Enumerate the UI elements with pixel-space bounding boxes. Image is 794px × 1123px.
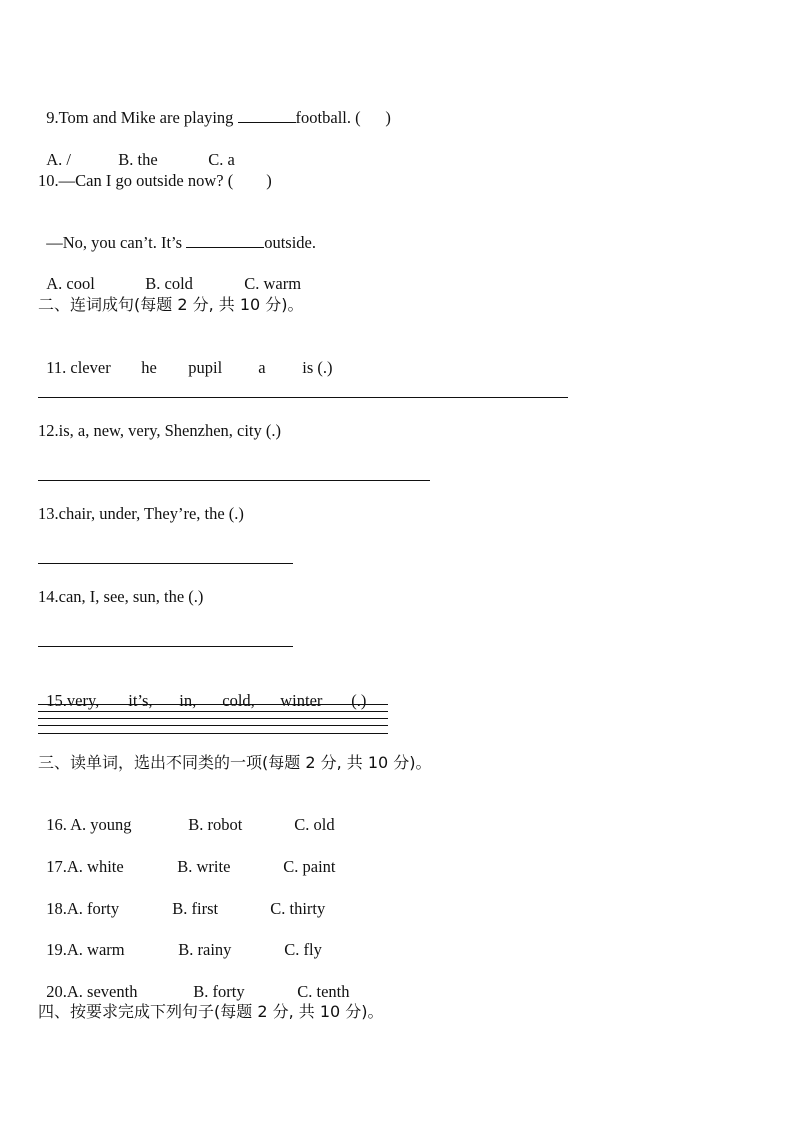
option-c[interactable]: C. thirty [270,899,326,918]
option-a[interactable]: A. / [46,150,71,169]
question-9 [38,88,391,128]
question-13: 13.chair, under, They’re, the (.) [38,504,244,523]
option-c[interactable]: C. a [208,150,235,169]
answer-line[interactable] [38,733,388,734]
option-b[interactable]: B. write [177,857,231,876]
option-b[interactable]: B. robot [188,815,243,834]
question-17 [38,837,336,877]
question-number-and-word: 15.very, [46,691,100,710]
answer-line[interactable] [38,563,293,564]
option-c[interactable]: C. warm [244,274,302,293]
question-number-and-option-a[interactable]: 16. A. young [46,815,132,834]
question-20 [38,962,350,1002]
word: (.) [351,691,367,710]
question-9-text-after: football. ( ) [295,108,391,127]
answer-line[interactable] [38,704,388,705]
question-number-and-option-a[interactable]: 19.A. warm [46,940,125,959]
answer-blank[interactable] [186,233,264,248]
section-4-heading: 四、按要求完成下列句子(每题 2 分, 共 10 分)。 [38,1002,384,1021]
question-11 [38,338,333,378]
answer-line[interactable] [38,480,430,481]
option-b[interactable]: B. the [118,150,158,169]
option-c[interactable]: C. paint [283,857,336,876]
option-b[interactable]: B. first [172,899,219,918]
question-number-and-option-a[interactable]: 17.A. white [46,857,124,876]
question-16 [38,795,335,835]
question-9-options [38,130,235,170]
question-number-and-option-a[interactable]: 18.A. forty [46,899,120,918]
question-10-text-after: outside. [264,233,316,252]
answer-line[interactable] [38,646,293,647]
word: it’s, [128,691,153,710]
section-2-heading: 二、连词成句(每题 2 分, 共 10 分)。 [38,295,304,314]
option-b[interactable]: B. cold [145,274,193,293]
question-15 [38,671,366,711]
option-c[interactable]: C. tenth [297,982,350,1001]
question-12: 12.is, a, new, very, Shenzhen, city (.) [38,421,281,440]
option-c[interactable]: C. old [294,815,335,834]
answer-line[interactable] [38,397,568,398]
question-number-and-option-a[interactable]: 20.A. seventh [46,982,138,1001]
question-10-line1: 10.—Can I go outside now? ( ) [38,171,272,190]
question-10-text: —No, you can’t. It’s [46,233,187,252]
word: is (.) [302,358,333,377]
word: cold, [222,691,255,710]
question-number-and-word: 11. clever [46,358,111,377]
question-10-options [38,254,301,294]
question-14: 14.can, I, see, sun, the (.) [38,587,204,606]
answer-line[interactable] [38,718,388,719]
word: winter [280,691,323,710]
section-3-heading: 三、读单词，选出不同类的一项(每题 2 分, 共 10 分)。 [38,753,432,772]
answer-blank[interactable] [238,108,296,123]
word: a [258,358,266,377]
question-18 [38,879,325,919]
question-9-text: 9.Tom and Mike are playing [46,108,238,127]
word: in, [179,691,197,710]
question-10-line2 [38,213,316,253]
word: he [141,358,157,377]
option-c[interactable]: C. fly [284,940,322,959]
option-b[interactable]: B. forty [193,982,245,1001]
option-b[interactable]: B. rainy [178,940,232,959]
word: pupil [188,358,223,377]
answer-line[interactable] [38,711,388,712]
answer-line[interactable] [38,725,388,726]
option-a[interactable]: A. cool [46,274,95,293]
question-19 [38,920,322,960]
